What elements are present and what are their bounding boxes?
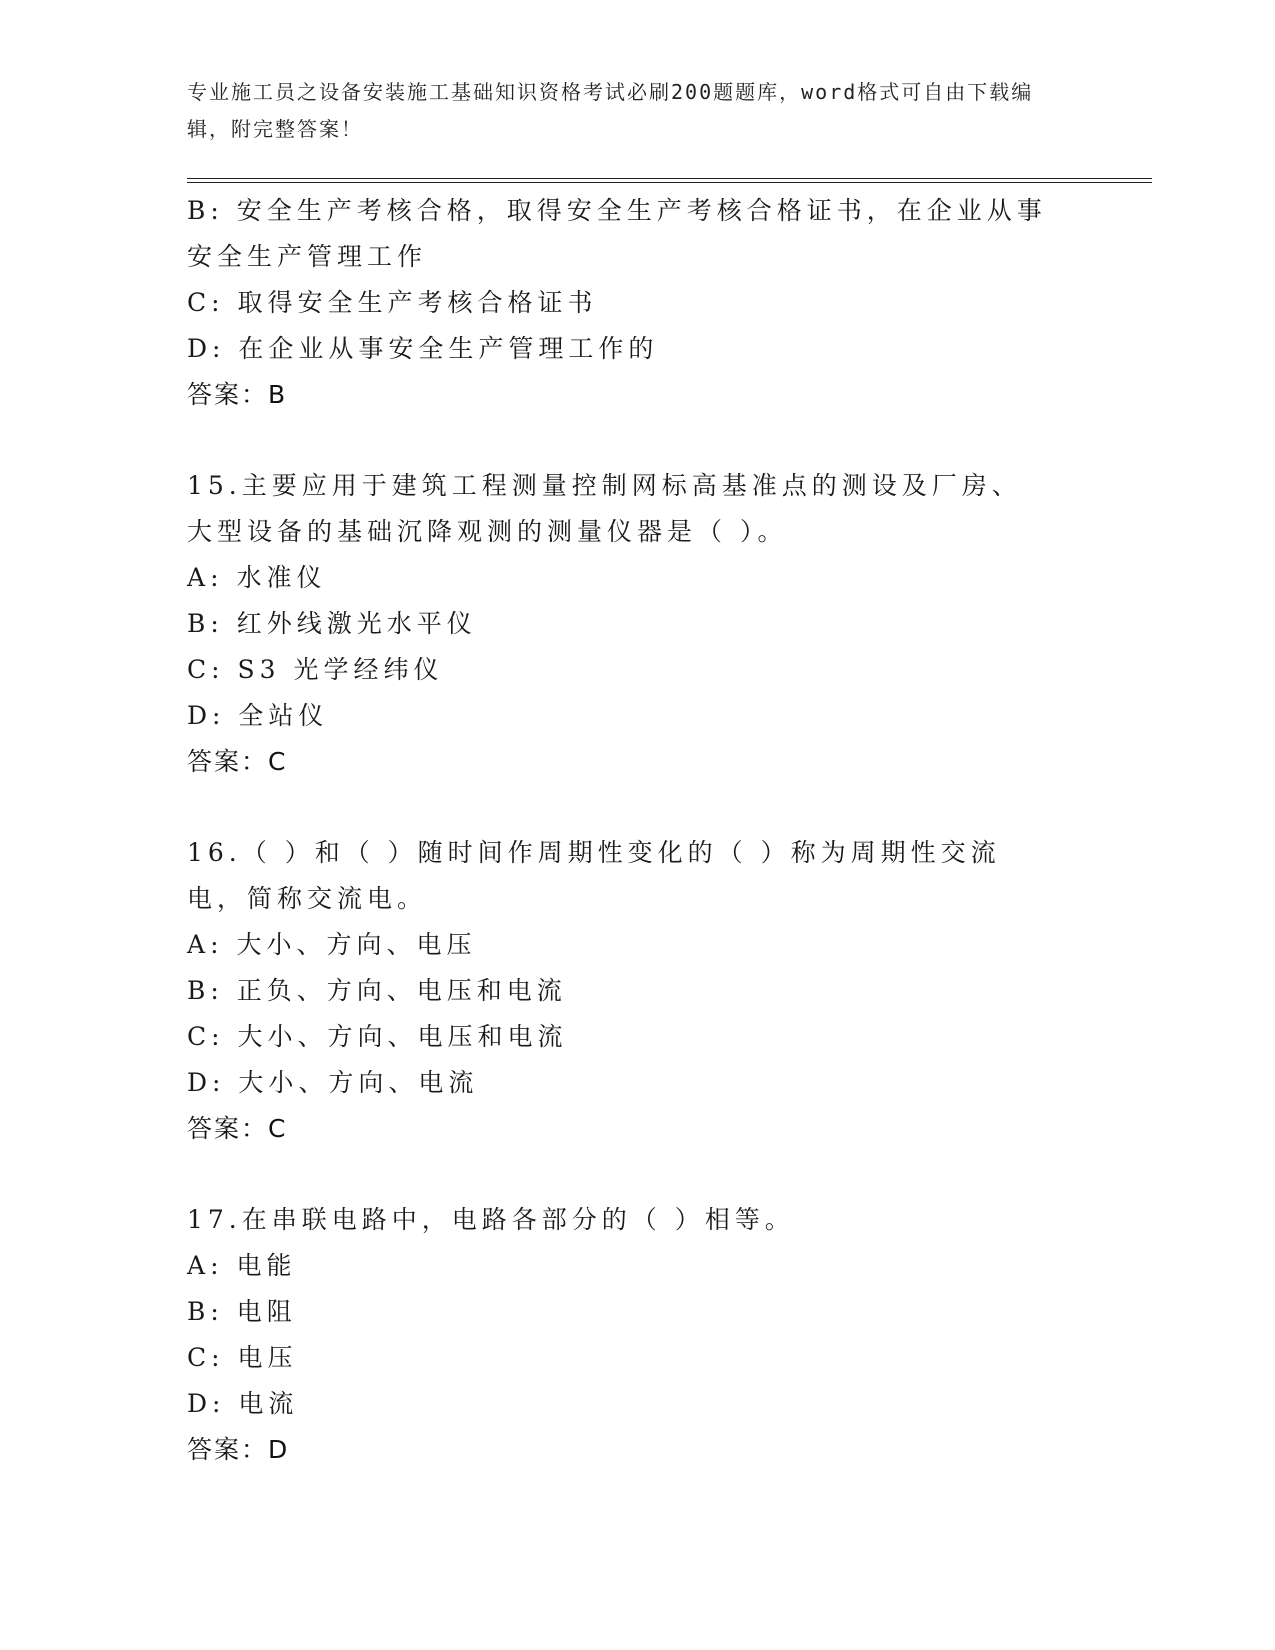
- option-text: 电流: [238, 1389, 299, 1418]
- option-text: 在企业从事安全生产管理工作的: [238, 334, 659, 363]
- spacer: [187, 418, 1087, 463]
- option-label: C: [187, 1343, 212, 1372]
- question-text: （ ）和（ ）随时间作周期性变化的（ ）称为周期性交流电，简称交流电。: [187, 838, 1001, 913]
- option-c: C: S3 光学经纬仪: [187, 655, 444, 684]
- question-16: [187, 830, 1087, 1152]
- answer: 答案：D: [187, 1435, 290, 1464]
- header-title: 专业施工员之设备安装施工基础知识资格考试必刷200题题库，word格式可自由下载编辑，附完整答案！: [187, 80, 1034, 141]
- spacer: [187, 785, 1087, 830]
- option-label: D: [187, 334, 213, 363]
- option-label: A: [187, 1251, 211, 1280]
- spacer: [187, 1152, 1087, 1197]
- question-text: 主要应用于建筑工程测量控制网标高基准点的测设及厂房、大型设备的基础沉降观测的测量仪器是（ ）。: [187, 471, 1022, 546]
- option-d: D: 电流: [187, 1389, 299, 1418]
- option-text: 电阻: [236, 1297, 297, 1326]
- option-text: 大小、方向、电流: [238, 1068, 479, 1097]
- question-text: 在串联电路中，电路各部分的（ ）相等。: [241, 1205, 795, 1234]
- question-number: 15.: [187, 471, 242, 500]
- option-text: 大小、方向、电压: [236, 930, 477, 959]
- header-divider-bottom: [187, 182, 1152, 183]
- option-b: B: 正负、方向、电压和电流: [187, 976, 567, 1005]
- document-header: [187, 74, 1077, 148]
- option-b: B: 红外线激光水平仪: [187, 609, 477, 638]
- option-a: A: 大小、方向、电压: [187, 930, 477, 959]
- option-label: B: [187, 196, 211, 225]
- answer: 答案：C: [187, 747, 288, 776]
- option-c: C: 取得安全生产考核合格证书: [187, 288, 598, 317]
- question-stem: [187, 463, 1047, 555]
- option-d: D: 大小、方向、电流: [187, 1068, 479, 1097]
- option-d: D: 在企业从事安全生产管理工作的: [187, 334, 659, 363]
- option-label: D: [187, 1389, 213, 1418]
- option-text: 电能: [236, 1251, 297, 1280]
- option-text: 正负、方向、电压和电流: [236, 976, 567, 1005]
- question-17: [187, 1197, 1087, 1473]
- answer: 答案：C: [187, 1114, 288, 1143]
- option-a: A: 电能: [187, 1251, 297, 1280]
- question-number: 16.: [187, 838, 242, 867]
- option-label: D: [187, 701, 213, 730]
- option-a: A: 水准仪: [187, 563, 327, 592]
- option-b: B: 电阻: [187, 1297, 297, 1326]
- option-label: C: [187, 655, 212, 684]
- option-label: A: [187, 930, 211, 959]
- option-c: C: 电压: [187, 1343, 298, 1372]
- option-label: B: [187, 1297, 211, 1326]
- option-text: 全站仪: [238, 701, 329, 730]
- option-label: C: [187, 288, 212, 317]
- answer: 答案：B: [187, 380, 288, 409]
- header-divider-top: [187, 178, 1152, 179]
- option-label: A: [187, 563, 211, 592]
- continued-question: [187, 188, 1087, 418]
- question-list: [187, 188, 1087, 1473]
- option-text: 电压: [237, 1343, 298, 1372]
- question-15: [187, 463, 1087, 785]
- option-text: 红外线激光水平仪: [236, 609, 477, 638]
- option-text: 安全生产考核合格，取得安全生产考核合格证书，在企业从事安全生产管理工作: [187, 196, 1047, 271]
- option-text: 取得安全生产考核合格证书: [237, 288, 598, 317]
- option-label: D: [187, 1068, 213, 1097]
- option-b: B: 安全生产考核合格，取得安全生产考核合格证书，在企业从事安全生产管理工作: [187, 196, 1047, 271]
- option-label: B: [187, 609, 211, 638]
- option-label: B: [187, 976, 211, 1005]
- option-text: 水准仪: [236, 563, 327, 592]
- question-stem: [187, 1197, 1047, 1243]
- question-number: 17.: [187, 1205, 242, 1234]
- option-text: 大小、方向、电压和电流: [237, 1022, 568, 1051]
- option-label: C: [187, 1022, 212, 1051]
- option-d: D: 全站仪: [187, 701, 329, 730]
- option-c: C: 大小、方向、电压和电流: [187, 1022, 568, 1051]
- option-text: S3 光学经纬仪: [237, 655, 444, 684]
- question-stem: [187, 830, 1047, 922]
